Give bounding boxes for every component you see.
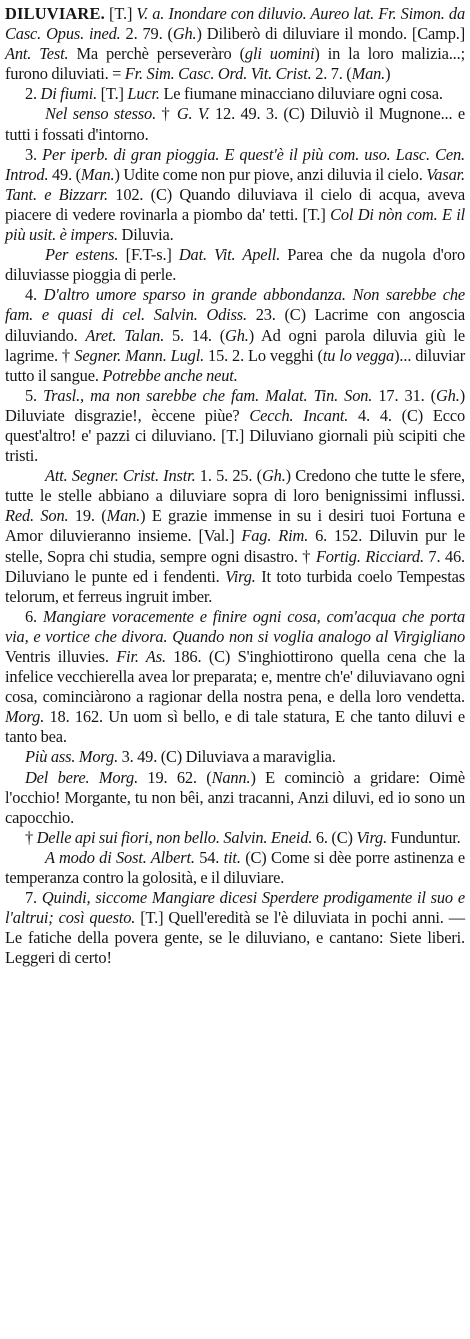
entry-headword: DILUVIARE. [5, 4, 105, 23]
entry-sense-5-active: Att. Segner. Crist. Instr. 1. 5. 25. (Gh.) Credono che tutte le sfere, tutte le stelle abbiano a diluviare sopra di loro benignissimi influssi. Red. Son. 19. (Man.) E grazie immense in su i desiri tuoi Fortuna e Amor diluvieranno insieme. [Val.] Fag. Rim. 6. 152. Diluvin pur le stelle, Sopra chi studia, sempre ogni disastro. † Fortig. Ricciard. 7. 46. Diluviano le punte ed i fendenti. Virg. It toto turbida coelo Tempestas telorum, et ferreus ingruit imber. [5, 466, 465, 606]
entry-sense-7: 7. Quindi, siccome Mangiare dicesi Sperdere prodigamente il suo e l'altrui; così questo. [T.] Quell'eredità se l'è diluviata in pochi anni. — Le fatiche della povera gente, se le diluviano, e cantano: Siete liberi. Leggeri di certo! [5, 888, 465, 968]
entry-sense-6: 6. Mangiare voracemente e finire ogni cosa, com'acqua che porta via, e vortice che divora. Quando non si voglia analogo al Virgigliano Ventris illuvies. Fir. As. 186. (C) S'inghiottirono quella cena che la infelice vecchierella avea lor preparata; e, mentre ch'e' diluviavano ogni cosa, cominciàrono a ragionar della nostra pena, e della loro vendetta. Morg. 18. 162. Un uom sì bello, e di tale statura, E che tanto diluvi e tanto bea. [5, 606, 465, 747]
entry-sense-4: 4. D'altro umore sparso in grande abbondanza. Non sarebbe che fam. e quasi di cel. Salvin. Odiss. 23. (C) Lacrime con angoscia diluviando. Aret. Talan. 5. 14. (Gh.) Ad ogni parola diluvia giù le lagrime. † Segner. Mann. Lugl. 15. 2. Lo vegghi (tu lo vegga)... diluviar tutto il sangue. Potrebbe anche neut. [5, 285, 466, 385]
entry-sense-3: 3. Per iperb. di gran pioggia. E quest'è il più com. uso. Lasc. Cen. Introd. 49. (Man.) Udite come non pur piove, anzi diluvia il cielo. Vasar. Tant. e Bizzarr. 102. (C) Quando diluviava il cielo di acqua, aveva piacere di vedere rovinarla a piombo da' tetti. [T.] Col Di nòn com. E il più usit. è impers. Diluvia. [5, 144, 466, 245]
entry-sense-2: 2. Di fiumi. [T.] Lucr. Le fiumane minacciano diluviare ogni cosa. [25, 84, 443, 104]
entry-sense-2-same: Nel senso stesso. † G. V. 12. 49. 3. (C) Diluviò il Mugnone... e tutti i fossati d'intorno. [5, 104, 465, 144]
entry-sense-6-noun: A modo di Sost. Albert. 54. tit. (C) Come si dèe porre astinenza e temperanza contro la golosità, e il diluviare. [5, 847, 465, 888]
entry-sense-6-absolute: Più ass. Morg. 3. 49. (C) Diluviava a maraviglia. [25, 747, 336, 767]
sense-1-text: [T.] V. a. Inondare con diluvio. Aureo lat. Fr. Simon. da Casc. Opus. ined. 2. 79. (Gh.) Diliberò di diluviare il mondo. [Camp.] Ant. Test. Ma perchè perseveràro (gli uomini) in la loro malizia...; furono diluviati. = Fr. Sim. Casc. Ord. Vit. Crist. 2. 7. (Man.) [5, 4, 466, 84]
entry-sense-5: 5. Trasl., ma non sarebbe che fam. Malat. Tin. Son. 17. 31. (Gh.) Diluviate disgrazie!, èccene piùe? Cecch. Incant. 4. 4. (C) Ecco quest'altro! e' pazzi ci diluviano. [T.] Diluviano giornali più scipiti che tristi. [5, 385, 465, 466]
entry-sense-6-drinking: Del bere. Morg. 19. 62. (Nann.) E cominciò a gridare: Oimè l'occhio! Morgante, tu non bêi, anzi tracanni, Anzi diluvi, ed io sono un capocchio. [5, 767, 465, 827]
entry-sense-3-extension: Per estens. [F.T-s.] Dat. Vit. Apell. Parea che da nugola d'oro diluviasse pioggia di perle. [5, 245, 466, 285]
entry-sense-6-bees: † Delle api sui fiori, non bello. Salvin. Eneid. 6. (C) Virg. Funduntur. [25, 827, 461, 847]
entry-sense-1 [5, 4, 465, 84]
